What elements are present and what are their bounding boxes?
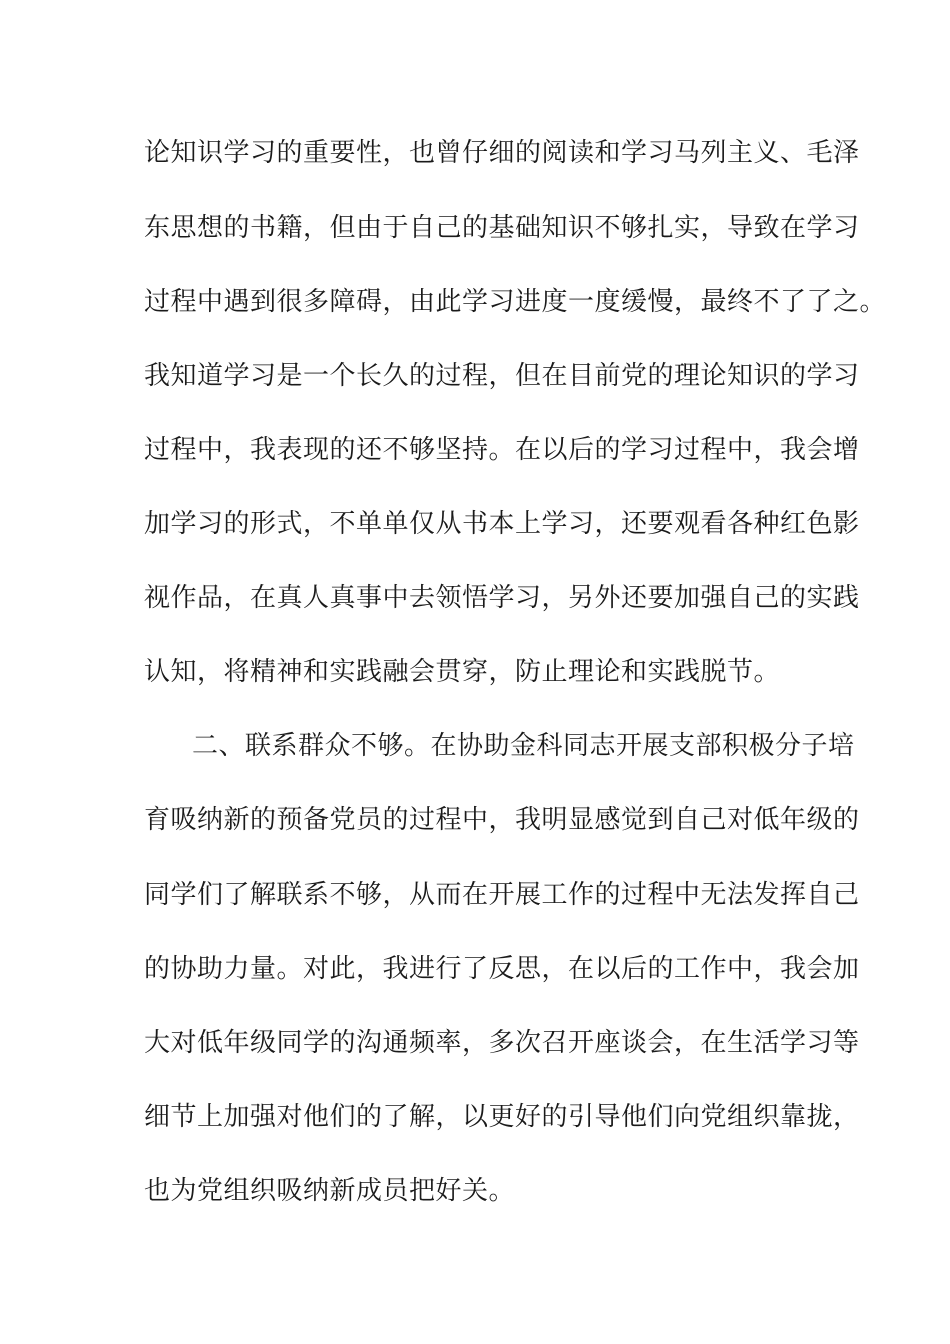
text-line: 认知，将精神和实践融会贯穿，防止理论和实践脱节。 [144,657,781,687]
text-line: 同学们了解联系不够，从而在开展工作的过程中无法发挥自己 [144,880,860,910]
text-line: 视作品，在真人真事中去领悟学习，另外还要加强自己的实践 [144,583,860,613]
text-line: 过程中，我表现的还不够坚持。在以后的学习过程中，我会增 [144,435,860,465]
text-line: 大对低年级同学的沟通频率，多次召开座谈会，在生活学习等 [144,1028,860,1058]
text-line: 细节上加强对他们的了解，以更好的引导他们向党组织靠拢， [144,1102,860,1132]
text-line: 育吸纳新的预备党员的过程中，我明显感觉到自己对低年级的 [144,805,860,835]
text-line: 过程中遇到很多障碍，由此学习进度一度缓慢，最终不了了之。 [144,287,887,317]
text-line: 我知道学习是一个长久的过程，但在目前党的理论知识的学习 [144,361,860,391]
text-line: 也为党组织吸纳新成员把好关。 [144,1176,516,1206]
text-line: 的协助力量。对此，我进行了反思，在以后的工作中，我会加 [144,954,860,984]
text-line: 东思想的书籍，但由于自己的基础知识不够扎实，导致在学习 [144,213,860,243]
text-line: 论知识学习的重要性，也曾仔细的阅读和学习马列主义、毛泽 [144,138,860,168]
paragraph-start-line: 二、联系群众不够。在协助金科同志开展支部积极分子培 [192,731,855,761]
text-line: 加学习的形式，不单单仅从书本上学习，还要观看各种红色影 [144,509,860,539]
